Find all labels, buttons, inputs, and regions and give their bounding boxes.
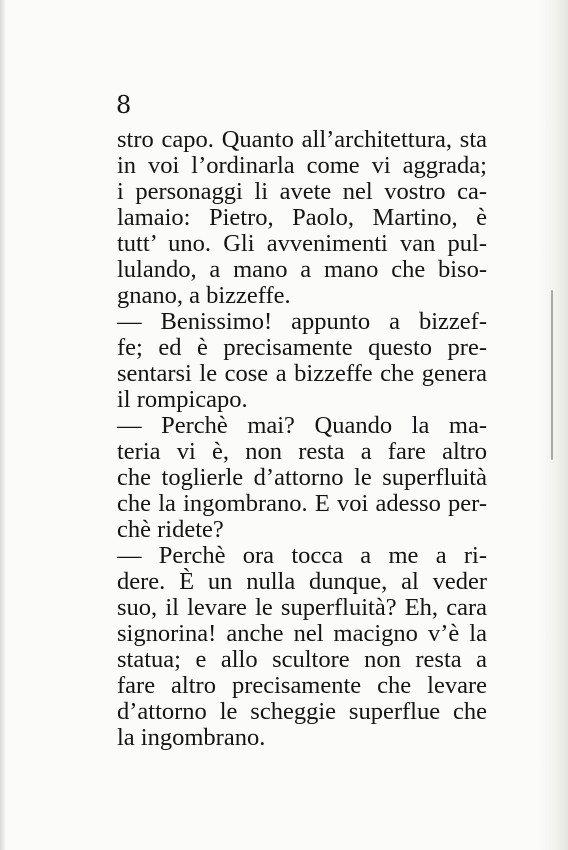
body-text bbox=[117, 127, 487, 751]
page-right-edge-shadow bbox=[538, 0, 568, 850]
text-line: che toglierle d’attorno le superfluità bbox=[117, 464, 487, 491]
text-line: lamaio: Pietro, Paolo, Martino, è bbox=[117, 204, 487, 231]
text-line: fare altro precisamente che levare bbox=[117, 672, 487, 699]
text-line: il rompicapo. bbox=[117, 386, 248, 413]
text-line: in voi l’ordinarla come vi aggrada; bbox=[117, 152, 487, 179]
text-line: statua; e allo scultore non resta a bbox=[117, 646, 487, 673]
text-line: gnano, a bizzeffe. bbox=[117, 282, 291, 309]
text-line: stro capo. Quanto all’architettura, sta bbox=[117, 126, 487, 153]
text-line: — Benissimo! appunto a bizzef- bbox=[117, 308, 487, 335]
text-line: suo, il levare le superfluità? Eh, cara bbox=[117, 594, 487, 621]
text-line: d’attorno le scheggie superflue che bbox=[117, 698, 487, 725]
text-line: signorina! anche nel macigno v’è la bbox=[117, 620, 487, 647]
text-line: tutt’ uno. Gli avvenimenti van pul- bbox=[117, 230, 487, 257]
text-line: — Perchè ora tocca a me a ri- bbox=[117, 542, 487, 569]
page-left-edge-shadow bbox=[0, 0, 6, 850]
text-line: lulando, a mano a mano che biso- bbox=[117, 256, 487, 283]
text-line: sentarsi le cose a bizzeffe che genera bbox=[117, 360, 487, 387]
page-number: 8 bbox=[116, 91, 132, 119]
text-line: — Perchè mai? Quando la ma- bbox=[117, 412, 487, 439]
page-fold-mark bbox=[551, 290, 553, 460]
text-line: fe; ed è precisamente questo pre- bbox=[117, 334, 487, 361]
text-line: teria vi è, non resta a fare altro bbox=[117, 438, 487, 465]
text-line: i personaggi li avete nel vostro ca- bbox=[117, 178, 487, 205]
text-line: la ingombrano. bbox=[117, 724, 266, 751]
text-line: che la ingombrano. E voi adesso per- bbox=[117, 490, 487, 517]
text-line: dere. È un nulla dunque, al veder bbox=[117, 568, 487, 595]
text-line: chè ridete? bbox=[117, 516, 224, 543]
